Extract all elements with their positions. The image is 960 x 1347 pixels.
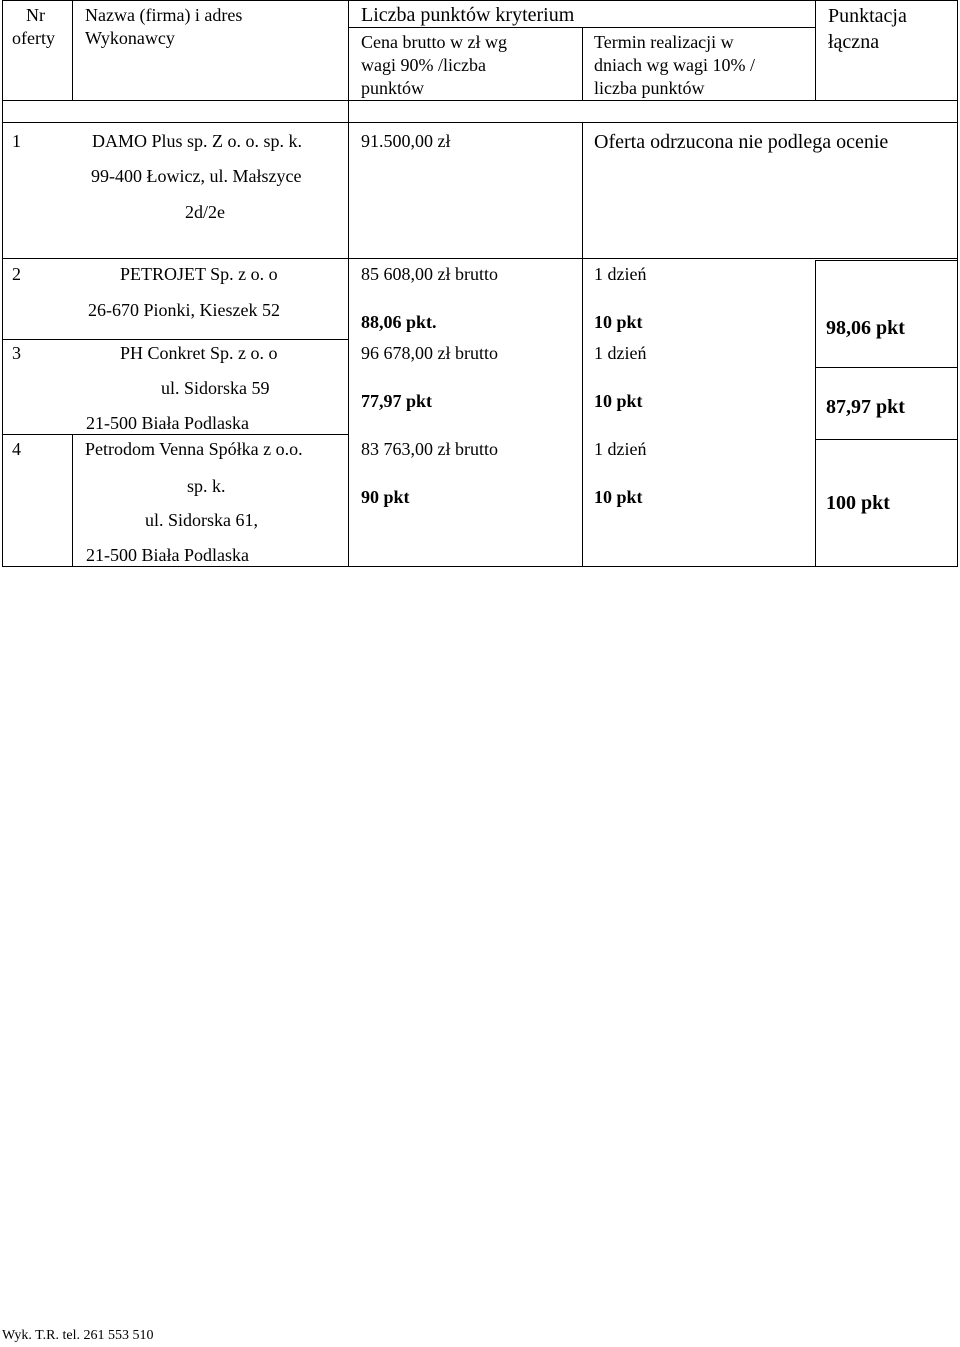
offer-nr: 2 [12, 264, 21, 284]
row2-bottom-left-line [2, 339, 349, 340]
header-nr-line1: Nr [26, 5, 45, 25]
offer-name-line: 26-670 Pionki, Kieszek 52 [88, 300, 280, 320]
col-term-divider-top [815, 0, 816, 100]
offer-total: 87,97 pkt [826, 396, 905, 418]
footer-note: Wyk. T.R. tel. 261 553 510 [2, 1328, 154, 1343]
offer-price: 91.500,00 zł [361, 131, 451, 151]
offer-name-line: ul. Sidorska 61, [145, 510, 259, 530]
offer-price-points: 77,97 pkt [361, 391, 433, 411]
col-price-divider-top [582, 27, 583, 100]
offer-name-line: PH Conkret Sp. z o. o [120, 343, 278, 363]
offer-price-points: 88,06 pkt. [361, 312, 437, 332]
offer-name-line: 21-500 Biała Podlaska [86, 413, 249, 433]
offer-total: 100 pkt [826, 492, 890, 514]
offer-name-line: ul. Sidorska 59 [161, 378, 270, 398]
offer-term: 1 dzień [594, 264, 647, 284]
header-term-line3: liczba punktów [594, 78, 705, 98]
header-name-line1: Nazwa (firma) i adres [85, 5, 243, 25]
offer-name-line: 2d/2e [185, 202, 225, 222]
offer-nr: 4 [12, 439, 21, 459]
header-term-line2: dniach wg wagi 10% / [594, 55, 755, 75]
header-bottom-line [2, 100, 958, 101]
offer-term-points: 10 pkt [594, 312, 643, 332]
col-term-divider [815, 260, 816, 567]
offer-term-points: 10 pkt [594, 391, 643, 411]
offer-price: 85 608,00 zł brutto [361, 264, 498, 284]
offer-rejected-note: Oferta odrzucona nie podlega ocenie [594, 131, 889, 153]
col-price-divider [582, 122, 583, 567]
offer-name-line: sp. k. [187, 476, 226, 496]
header-price-line2: wagi 90% /liczba [361, 55, 486, 75]
table-border-left [2, 0, 3, 567]
total-box-top-line [815, 260, 958, 261]
offer-term: 1 dzień [594, 439, 647, 459]
offer-nr: 1 [12, 131, 21, 151]
col-nr-divider [72, 0, 73, 100]
row1-bottom-line [2, 258, 958, 259]
col-nr-divider-lower [72, 434, 73, 567]
offer-name-line: PETROJET Sp. z o. o [120, 264, 278, 284]
offer-term: 1 dzień [594, 343, 647, 363]
offer-nr: 3 [12, 343, 21, 363]
header-criteria-title: Liczba punktów kryterium [361, 4, 575, 26]
total-box-divider-2 [815, 439, 958, 440]
header-price-line3: punktów [361, 78, 424, 98]
offer-price: 96 678,00 zł brutto [361, 343, 498, 363]
spacer-bottom-line [2, 122, 958, 123]
header-nr-line2: oferty [12, 28, 55, 48]
header-total-line1: Punktacja [828, 5, 907, 27]
offer-name-line: Petrodom Venna Spółka z o.o. [85, 439, 303, 459]
row3-bottom-left-line [2, 434, 349, 435]
offer-name-line: DAMO Plus sp. Z o. o. sp. k. [92, 131, 303, 151]
total-box-divider-1 [815, 367, 958, 368]
table-border-right [957, 0, 958, 567]
offer-price: 83 763,00 zł brutto [361, 439, 498, 459]
col-name-divider [348, 0, 349, 567]
header-total-line2: łączna [828, 31, 880, 53]
header-price-line1: Cena brutto w zł wg [361, 32, 507, 52]
offer-term-points: 10 pkt [594, 487, 643, 507]
offer-total: 98,06 pkt [826, 317, 905, 339]
header-name-line2: Wykonawcy [85, 28, 175, 48]
offer-name-line: 21-500 Biała Podlaska [86, 545, 249, 565]
offer-name-line: 99-400 Łowicz, ul. Małszyce [91, 166, 302, 186]
offer-price-points: 90 pkt [361, 487, 410, 507]
header-term-line1: Termin realizacji w [594, 32, 734, 52]
